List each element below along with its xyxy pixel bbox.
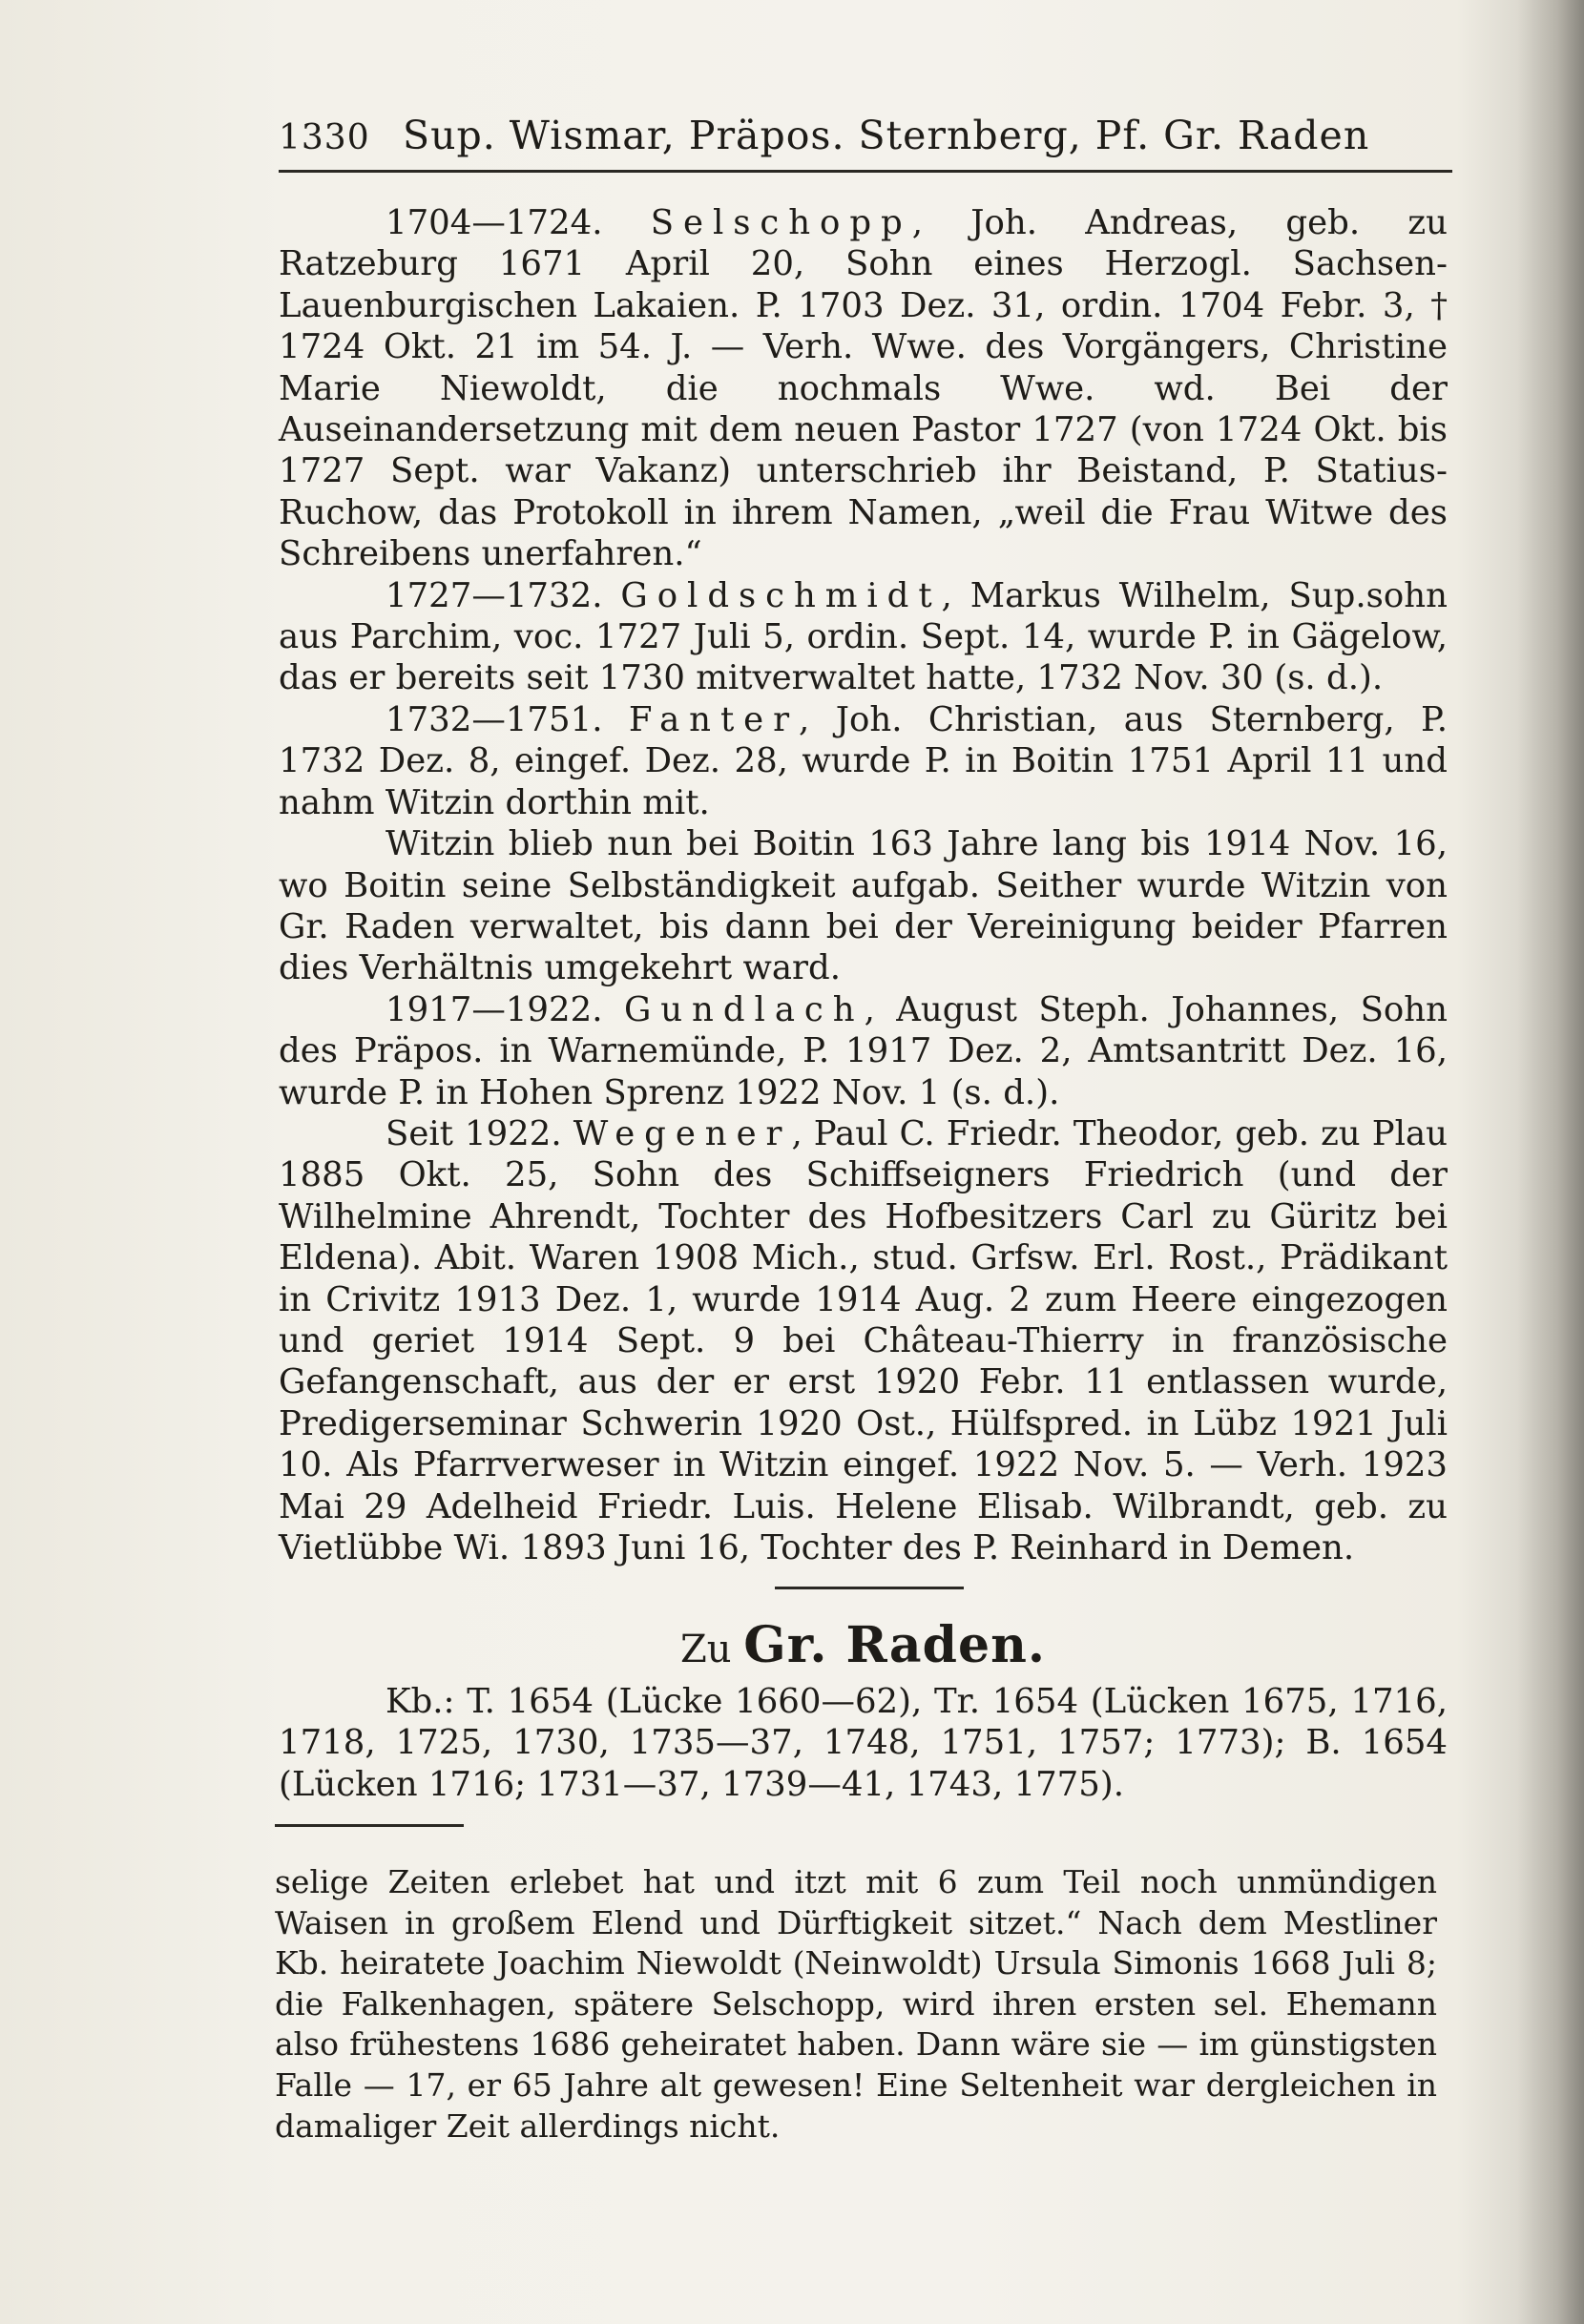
entry-text: , Joh. Andreas, geb. zu Ratzeburg 1671 April 20, Sohn eines Herzogl. Sachsen-Lauenburgischen Lakaien. P. 1703 Dez. 31, ordin. 1704 Febr. 3, † 1724 Okt. 21 im 54. J. — Verh. Wwe. des Vorgängers, Christine Marie Niewoldt, die nochmals Wwe. wd. Bei der Auseinandersetzung mit dem neuen Pastor 1727 (von 1724 Okt. bis 1727 Sept. war Vakanz) unterschrieb ihr Beistand, P. Statius-Ruchow, das Protokoll in ihrem Namen, „weil die Frau Witwe des Schreibens unerfahren.“ [279,203,1448,574]
entry-goldschmidt [279,575,1448,699]
entry-text: Witzin blieb nun bei Boitin 163 Jahre lang bis 1914 Nov. 16, wo Boitin seine Selbständigkeit aufgab. Seither wurde Witzin von Gr. Raden verwaltet, bis dann bei der Vereinigung beider Pfarren dies Verhältnis umgekehrt ward. [279,824,1448,988]
entry-wegener [279,1113,1448,1568]
entry-text: , August Steph. Johannes, Sohn des Präpos. in Warnemünde, P. 1917 Dez. 2, Amtsantritt Dez. 16, wurde P. in Hohen Sprenz 1922 Nov. 1 (s. d.). [279,989,1448,1112]
entry-years: 1727—1732. [386,575,603,615]
note-witzin [279,823,1448,989]
entry-years: Seit 1922. [386,1113,562,1153]
entry-selschopp [279,202,1448,575]
section-divider [775,1587,964,1589]
entry-name: Gundlach [623,989,865,1029]
section-prefix: Zu [680,1628,732,1671]
entry-name: Goldschmidt [620,575,942,615]
page-header [279,113,1443,170]
kirchenbuch-text: Kb.: T. 1654 (Lücke 1660—62), Tr. 1654 (Lücken 1675, 1716, 1718, 1725, 1730, 1735—37, 1748, 1751, 1757; 1773); B. 1654 (Lücken 1716; 1731—37, 1739—41, 1743, 1775). [279,1682,1448,1804]
pastor-list [279,202,1448,1568]
entry-fanter [279,699,1448,823]
section-title: Gr. Raden. [743,1616,1046,1674]
page-gutter-shadow [1517,0,1584,2324]
entry-name: Selschopp [650,203,912,242]
page-number: 1330 [279,118,370,157]
entry-name: Fanter [628,699,800,739]
entry-years: 1732—1751. [386,699,603,739]
footnote-text: selige Zeiten erlebet hat und itzt mit 6 zum Teil noch unmündigen Waisen in großem Elend und Dürftigkeit sitzet.“ Nach dem Mestliner Kb. heiratete Joachim Niewoldt (Neinwoldt) Ursula Simonis 1668 Juli 8; die Falkenhagen, spätere Selschopp, wird ihren ersten sel. Ehemann also frühestens 1686 geheiratet haben. Dann wäre sie — im günstigsten Falle — 17, er 65 Jahre alt gewesen! Eine Seltenheit war dergleichen in damaliger Zeit allerdings nicht. [275,1863,1437,2145]
footnote [275,1862,1437,2147]
entry-gundlach [279,989,1448,1113]
kirchenbuch-paragraph [279,1681,1448,1805]
entry-text: , Joh. Christian, aus Sternberg, P. 1732 Dez. 8, eingef. Dez. 28, wurde P. in Boitin 1751 April 11 und nahm Witzin dorthin mit. [279,699,1448,822]
running-title: Sup. Wismar, Präpos. Sternberg, Pf. Gr. Raden [403,113,1370,158]
entry-years: 1917—1922. [386,989,603,1029]
entry-text: , Markus Wilhelm, Sup.sohn aus Parchim, voc. 1727 Juli 5, ordin. Sept. 14, wurde P. in Gägelow, das er bereits seit 1730 mitverwaltet hatte, 1732 Nov. 30 (s. d.). [279,575,1448,698]
footnote-rule [275,1824,464,1827]
section-heading [279,1612,1448,1683]
header-rule [279,170,1452,173]
entry-text: , Paul C. Friedr. Theodor, geb. zu Plau 1885 Okt. 25, Sohn des Schiffseigners Friedrich (und der Wilhelmine Ahrendt, Tochter des Hofbesitzers Carl zu Güritz bei Eldena). Abit. Waren 1908 Mich., stud. Grfsw. Erl. Rost., Prädikant in Crivitz 1913 Dez. 1, wurde 1914 Aug. 2 zum Heere eingezogen und geriet 1914 Sept. 9 bei Château-Thierry in französische Gefangenschaft, aus der er erst 1920 Febr. 11 entlassen wurde, Predigerseminar Schwerin 1920 Ost., Hülfspred. in Lübz 1921 Juli 10. Als Pfarrverweser in Witzin eingef. 1922 Nov. 5. — Verh. 1923 Mai 29 Adelheid Friedr. Luis. Helene Elisab. Wilbrandt, geb. zu Vietlübbe Wi. 1893 Juni 16, Tochter des P. Reinhard in Demen. [279,1113,1448,1567]
entry-years: 1704—1724. [386,203,603,242]
entry-name: Wegener [573,1113,792,1153]
